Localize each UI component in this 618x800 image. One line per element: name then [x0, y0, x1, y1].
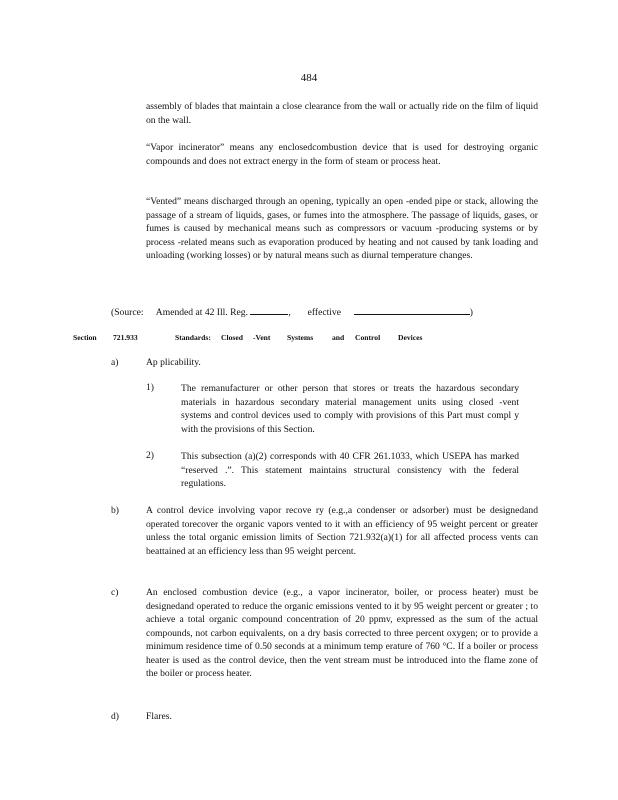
- page-number: 484: [300, 72, 318, 84]
- section-label: Section: [73, 333, 97, 342]
- register-blank: [250, 305, 288, 315]
- definition-vented: “Vented” means discharged through an opening, typically an open -ended pipe or stack, allowing the passage of a stream of liquids, gases, or fumes into the atmosphere. The passage of liquids, gases, or fumes is caused by mechanical means such as compressors or vacuum -producing systems or by process -related means such as evaporation produced by heating and not caused by tank loading and unloading (working losses) or by natural means such as diurnal temperature changes.: [146, 196, 538, 261]
- subsection-label-b: b): [111, 505, 119, 516]
- subsection-label-c: c): [111, 587, 119, 598]
- section-title-word: Closed: [221, 333, 243, 342]
- section-number: 721.933: [113, 333, 138, 342]
- definition-vapor-incinerator: “Vapor incinerator” means any enclosedcombustion device that is used for destroying organic compounds and does not extract energy in the form of steam or process heat.: [146, 142, 538, 167]
- source-amended: Amended at 42 Ill. Reg.: [155, 307, 248, 318]
- item-2-text: This subsection (a)(2) corresponds with 40 CFR 261.1033, which USEPA has marked “reserved .”. This statement maintains structural consistency with the federal regulations.: [181, 451, 519, 489]
- continued-paragraph: assembly of blades that maintain a close clearance from the wall or actually ride on the film of liquid on the wall.: [146, 101, 538, 126]
- source-open: (Source:: [111, 307, 144, 318]
- section-title-word: Standards:: [175, 333, 211, 342]
- subsection-label-d: d): [111, 711, 119, 722]
- subsection-a-text: Ap plicability.: [146, 357, 201, 368]
- section-title-word: Control: [355, 333, 381, 342]
- section-title-word: Systems: [287, 333, 314, 342]
- item-label-1: 1): [146, 382, 154, 393]
- subsection-d-text: Flares.: [146, 711, 172, 722]
- subsection-c-text: An enclosed combustion device (e.g., a vapor incinerator, boiler, or process heater) must be designedand operated to reduce the organic emissions vented to it by 95 weight percent or greater ; to achieve a total organic compound concentration of 20 ppmv, expressed as the sum of the actual compounds, not carbon equivalents, on a dry basis corrected to three percent oxygen; or to provide a minimum residence time of 0.50 seconds at a minimum temp erature of 760 °C. If a boiler or process heater is used as the control device, then the vent stream must be introduced into the flame zone of the boiler or process heater.: [146, 587, 538, 679]
- source-close: ): [469, 307, 473, 318]
- effective-date-blank: [354, 305, 470, 315]
- source-note: (Source: Amended at 42 Ill. Reg. , effective ): [111, 307, 473, 318]
- subsection-label-a: a): [111, 357, 119, 368]
- item-1-text: The remanufacturer or other person that stores or treats the hazardous secondary materials in hazardous secondary material management units using closed -vent systems and control devices used to comply with provisions of this Part must compl y with the provisions of this Section.: [181, 383, 519, 435]
- section-title-word: -Vent: [253, 333, 271, 342]
- section-title-word: and: [332, 333, 345, 342]
- subsection-b-text: A control device involving vapor recove ry (e.g.,a condenser or adsorber) must be designedand operated torecover the organic vapors vented to it with an efficiency of 95 weight percent or greater unless the total organic emission limits of Section 721.932(a)(1) for all affected process vents can beattained at an efficiency less than 95 weight percent.: [146, 505, 538, 557]
- source-effective: effective: [307, 307, 341, 318]
- item-label-2: 2): [146, 450, 154, 461]
- section-title-word: Devices: [398, 333, 423, 342]
